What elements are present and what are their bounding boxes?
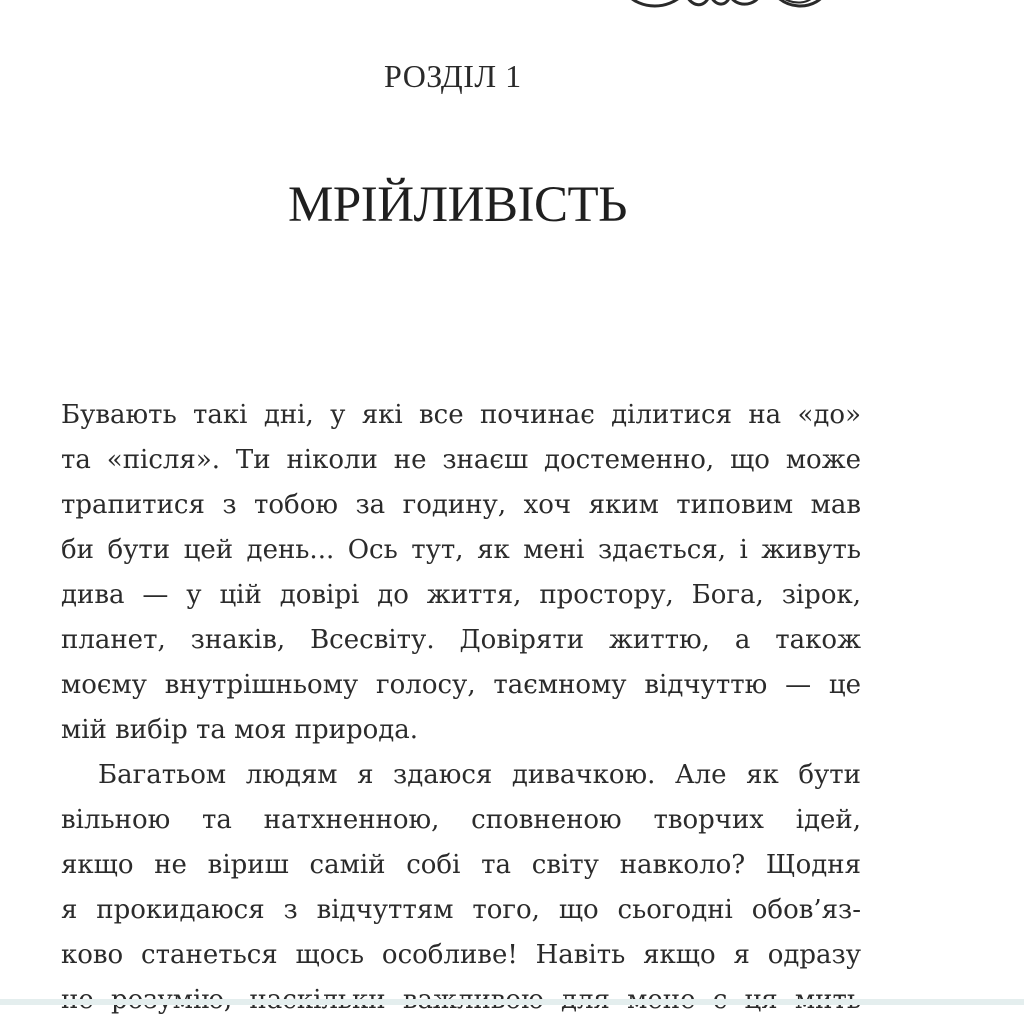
paragraph (61, 753, 861, 1023)
text-line: ково станеться щось особливе! Навіть якщо я одразу (61, 940, 861, 970)
page-bottom-edge (0, 999, 1024, 1005)
chapter-title: МРІЙЛИВІСТЬ (288, 177, 627, 233)
chapter-label: РОЗДІЛ 1 (384, 58, 522, 94)
text-line: планет, знаків, Всесвіту. Довіряти життю, а також (61, 625, 861, 655)
text-line: мій вибір та моя природа. (61, 715, 419, 745)
text-line: якщо не віриш самій собі та світу навколо? Щодня (61, 850, 861, 880)
text-line: би бути цей день... Ось тут, як мені здається, і живуть (61, 535, 861, 565)
chapter-body (61, 393, 861, 1023)
text-line: я прокидаюся з відчуттям того, що сьогодні обов’яз- (61, 895, 861, 925)
text-line: Багатьом людям я здаюся дивачкою. Але як бути (98, 760, 861, 790)
paragraph (61, 393, 861, 753)
text-line: вільною та натхненною, сповненою творчих ідей, (61, 805, 861, 835)
text-line: та «після». Ти ніколи не знаєш достеменно, що може (61, 445, 861, 475)
decorative-flourish-icon (590, 0, 840, 22)
text-line: трапитися з тобою за годину, хоч яким типовим мав (61, 490, 861, 520)
text-line: Бувають такі дні, у які все починає ділитися на «до» (61, 400, 861, 430)
text-line: дива — у цій довірі до життя, простору, Бога, зірок, (61, 580, 861, 610)
text-line: моєму внутрішньому голосу, таємному відчуттю — це (61, 670, 861, 700)
